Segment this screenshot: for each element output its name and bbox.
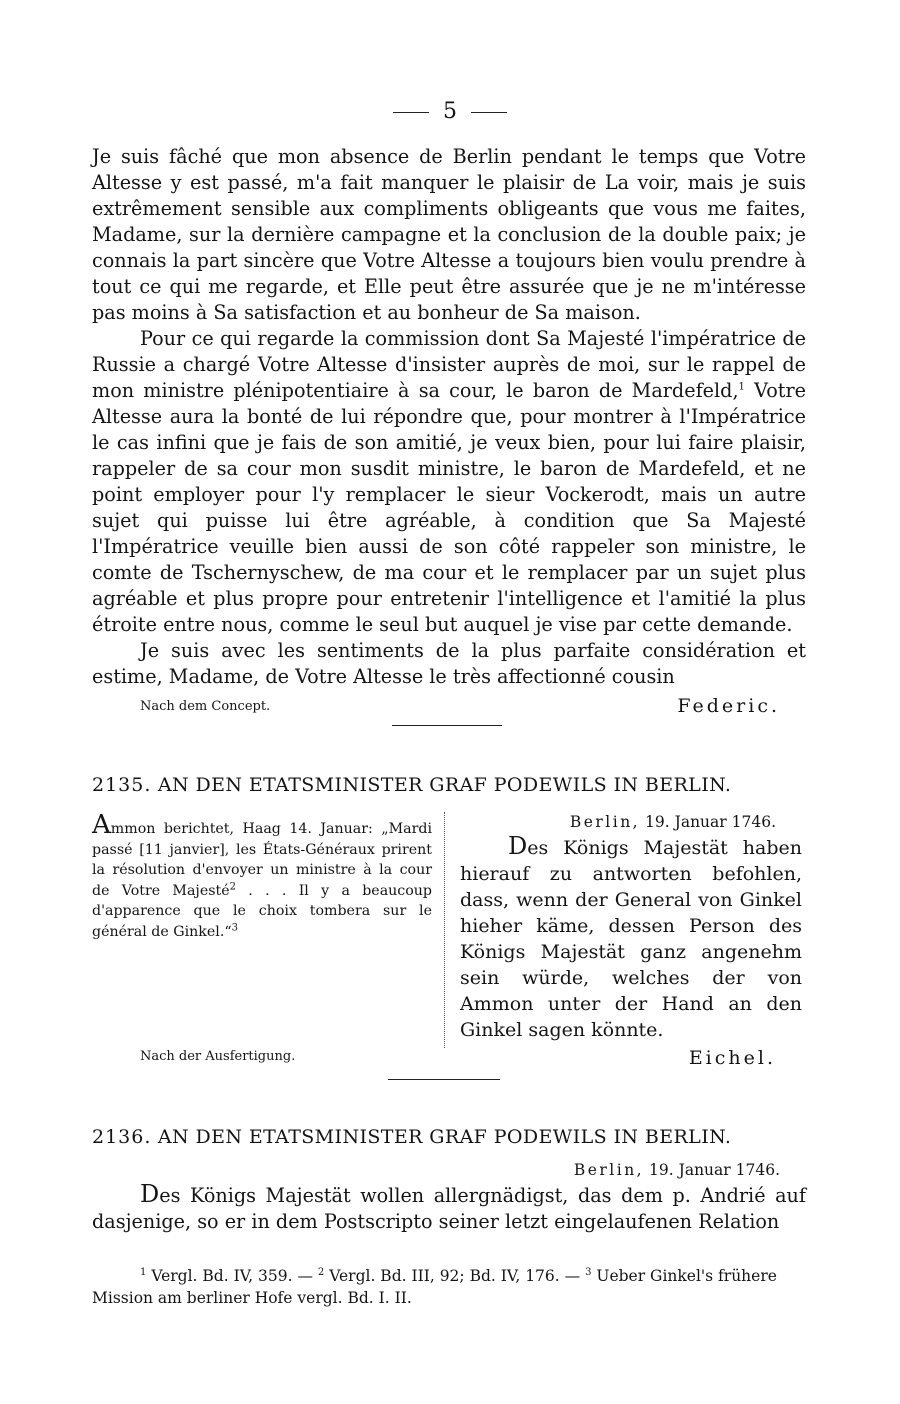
doc-2136-body-text: es Königs Majestät wollen allergnädigst, das dem p. Andrié auf dasjenige, so er in dem Postscripto seiner letzt eingelaufenen Relation bbox=[92, 1184, 806, 1233]
footnote-2-text: Vergl. Bd. III, 92; Bd. IV, 176. — bbox=[329, 1267, 581, 1285]
doc-2136-number: 2136. bbox=[92, 1126, 152, 1148]
footnote-1-mark: 1 bbox=[140, 1266, 147, 1278]
doc-2135-title: AN DEN ETATSMINISTER GRAF PODEWILS IN BERLIN. bbox=[157, 774, 732, 796]
footnote-1-text: Vergl. Bd. IV, 359. — bbox=[151, 1267, 313, 1285]
section-divider-1 bbox=[392, 725, 502, 726]
doc-2136-initial: D bbox=[140, 1180, 160, 1208]
column-divider bbox=[444, 812, 445, 1048]
doc-2135-body bbox=[460, 833, 802, 1043]
section-divider-2 bbox=[388, 1079, 500, 1080]
doc-2135-text bbox=[460, 811, 802, 1071]
footnote-ref-2: 2 bbox=[229, 880, 236, 892]
doc-2135-heading bbox=[92, 772, 806, 798]
doc-2136-body bbox=[92, 1181, 806, 1235]
page-number-dash-left bbox=[393, 112, 429, 113]
doc-2135-body-text: es Königs Majestät haben hierauf zu antworten befohlen, dass, wenn der General von Ginkel hieher käme, dessen Person des Königs Majestät ganz angenehm sein würde, welches der von Ammon unter der Hand an den Ginkel sagen könnte. bbox=[460, 837, 802, 1041]
doc-2136-dateline bbox=[92, 1159, 806, 1181]
page-number-value: 5 bbox=[443, 99, 457, 124]
footnote-ref-1: 1 bbox=[738, 381, 745, 393]
signature-eichel: Eichel. bbox=[688, 1047, 776, 1069]
doc-2136-date: 19. Januar 1746. bbox=[649, 1161, 780, 1179]
footnote-3-mark: 3 bbox=[585, 1266, 592, 1278]
footnote-2 bbox=[318, 1267, 580, 1285]
letter-continued bbox=[92, 144, 806, 690]
summary-initial: A bbox=[92, 810, 111, 840]
doc-2136-heading bbox=[92, 1124, 806, 1150]
doc-2135-place: Berlin, bbox=[569, 813, 641, 831]
footnotes bbox=[92, 1265, 806, 1309]
footnote-3-text: Ueber Ginkel's frühere Mission am berliner Hofe vergl. Bd. I. II. bbox=[92, 1267, 777, 1307]
source-note-ausfertigung: Nach der Ausfertigung. bbox=[140, 1049, 296, 1064]
letter-paragraph-1: Je suis fâché que mon absence de Berlin pendant le temps que Votre Altesse y est passé, m'a fait manquer le plaisir de La voir, mais je suis extrêmement sensible aux compliments obligeants que vous me faites, Madame, sur la dernière campagne et la conclusion de la double paix; je connais la part sincère que Votre Altesse a toujours bien voulu prendre à tout ce qui me regarde, et Elle peut être assurée que je ne m'intéresse pas moins à Sa satisfaction et au bonheur de Sa maison. bbox=[92, 145, 806, 324]
letter-closing: Je suis avec les sentiments de la plus parfaite considération et estime, Madame, de Votre Altesse le très affectionné cousin bbox=[92, 639, 806, 688]
doc-2136-title: AN DEN ETATSMINISTER GRAF PODEWILS IN BERLIN. bbox=[157, 1126, 732, 1148]
doc-2136-place: Berlin, bbox=[573, 1161, 645, 1179]
doc-2135-number: 2135. bbox=[92, 774, 152, 796]
footnote-1 bbox=[92, 1267, 313, 1285]
doc-2135-summary bbox=[92, 810, 432, 942]
letter-paragraph-2 bbox=[92, 326, 806, 638]
doc-2135-initial: D bbox=[508, 832, 528, 860]
summary-text-b: . . . Il y a beaucoup d'apparence que le choix tombera sur le général de Ginkel.“ bbox=[92, 882, 432, 940]
doc-2135-date: 19. Januar 1746. bbox=[645, 813, 776, 831]
page-number-dash-right bbox=[471, 112, 507, 113]
summary-text-a: mmon berichtet, Haag 14. Januar: „Mardi passé [11 janvier], les États-Généraux prirent la résolution d'envoyer un ministre à la cour de Votre Majesté bbox=[92, 821, 432, 899]
page-number bbox=[0, 98, 900, 126]
source-note-concept: Nach dem Concept. bbox=[140, 699, 271, 714]
signature-federic: Federic. bbox=[677, 695, 780, 717]
letter-paragraph-2-part-a: Pour ce qui regarde la commission dont Sa Majesté l'impératrice de Russie a chargé Votre Altesse d'insister auprès de moi, sur le rappel de mon ministre plénipotentiaire à sa cour, le baron de Mardefeld, bbox=[92, 327, 806, 402]
doc-2136-text bbox=[92, 1159, 806, 1235]
footnote-ref-3: 3 bbox=[231, 921, 238, 933]
footnote-2-mark: 2 bbox=[317, 1266, 325, 1278]
doc-2135-dateline bbox=[460, 811, 802, 833]
letter-paragraph-2-part-b: Votre Altesse aura la bonté de lui répondre que, pour montrer à l'Impératrice le cas infini que je fais de son amitié, je veux bien, pour lui faire plaisir, rappeler de sa cour mon susdit ministre, le baron de Mardefeld, et ne point employer pour l'y remplacer le sieur Vockerodt, mais un autre sujet qui puisse lui être agréable, à condition que Sa Majesté l'Impératrice veuille bien aussi de son côté rappeler son ministre, le comte de Tschernyschew, de ma cour et le remplacer par un sujet plus agréable et plus propre pour entretenir l'intelligence et l'amitié la plus étroite entre nous, comme le seul but auquel je vise par cette demande. bbox=[92, 379, 806, 636]
